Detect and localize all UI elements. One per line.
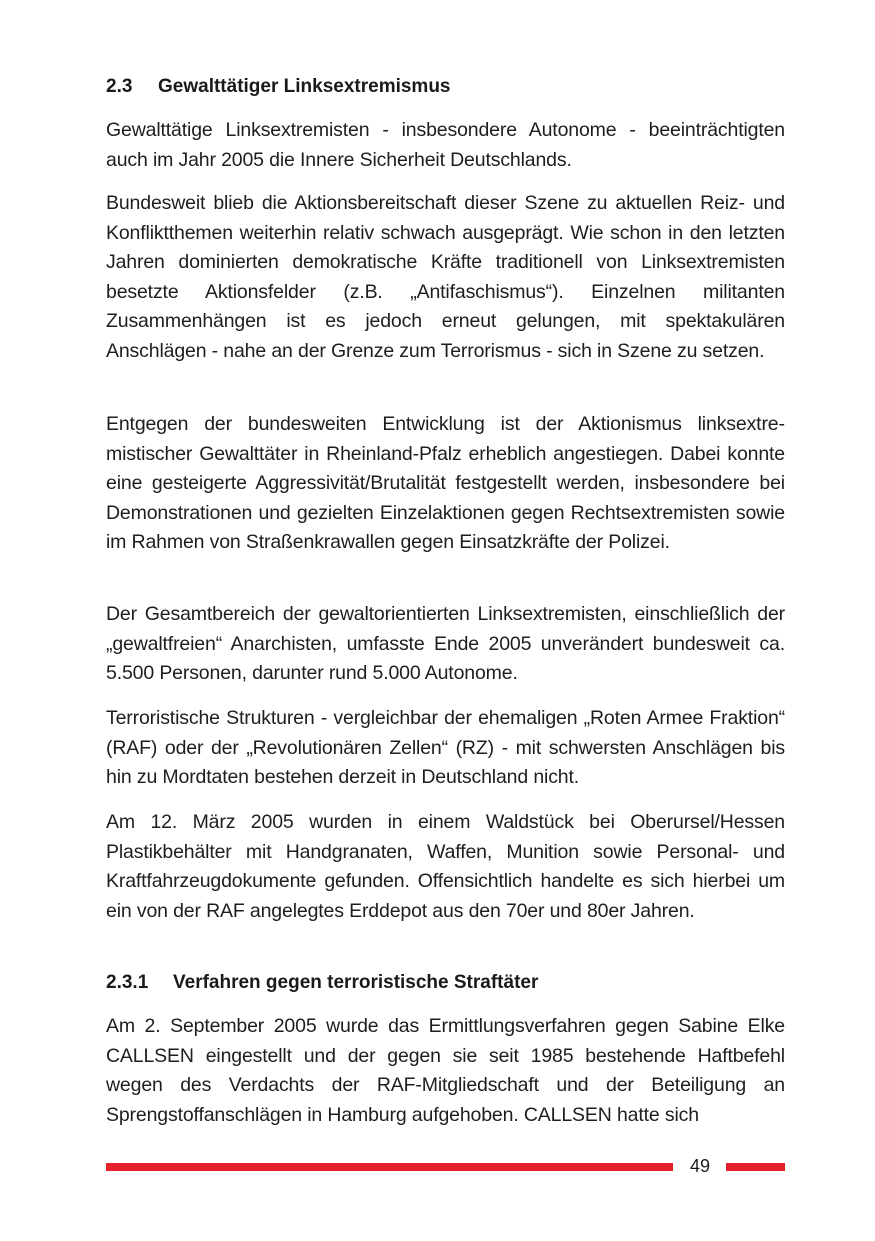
paragraph: Bundesweit blieb die Aktionsbereitschaft dieser Szene zu aktuellen Reiz- und Konfliktthemen weiterhin relativ schwach ausgeprägt. Wie schon in den letzten Jahren dominierten demokratische Kräfte traditionell von Linksextremisten besetzte Aktionsfelder (z.B. „Antifaschismus“). Einzelnen militanten Zusammenhängen ist es jedoch erneut gelungen, mit spektakulären Anschlägen - nahe an der Grenze zum Terrorismus - sich in Szene zu setzen.: [106, 192, 785, 362]
subsection-title: Verfahren gegen terroristische Straftäter: [173, 972, 539, 993]
footer-bar-right: [726, 1163, 785, 1171]
subsection-number: 2.3.1: [106, 972, 149, 993]
paragraph: Terroristische Strukturen - vergleichbar der ehemaligen „Roten Armee Fraktion“ (RAF) oder der „Revolutionären Zellen“ (RZ) - mit schwersten Anschlägen bis hin zu Mordtaten bestehen derzeit in Deutschland nicht.: [106, 707, 785, 789]
section-heading: [106, 72, 451, 101]
subsection-heading: [106, 968, 538, 997]
page-number: 49: [689, 1156, 711, 1176]
paragraph: Am 12. März 2005 wurden in einem Waldstück bei Oberursel/Hessen Plastikbehälter mit Handgranaten, Waffen, Munition sowie Personal- und Kraftfahrzeugdokumente gefunden. Offensichtlich handelte es sich hierbei um ein von der RAF angelegtes Erddepot aus den 70er und 80er Jahren.: [106, 811, 785, 922]
section-title: Gewalttätiger Linksextremismus: [158, 76, 451, 97]
footer-bar-left: [106, 1163, 673, 1171]
paragraph: Entgegen der bundesweiten Entwicklung ist der Aktionismus linksextremistischer Gewalttäter in Rheinland-Pfalz erheblich angestiegen. Dabei konnte eine gesteigerte Aggressivität/Brutalität festgestellt werden, insbesondere bei Demonstrationen und gezielten Einzelaktionen gegen Rechtsextremisten sowie im Rahmen von Straßenkrawallen gegen Einsatzkräfte der Polizei.: [106, 413, 785, 554]
paragraph: Der Gesamtbereich der gewaltorientierten Linksextremisten, einschließlich der „gewaltfreien“ Anarchisten, umfasste Ende 2005 unverändert bundesweit ca. 5.500 Personen, darunter rund 5.000 Autonome.: [106, 603, 785, 685]
paragraph: Am 2. September 2005 wurde das Ermittlungsverfahren gegen Sabine Elke CALLSEN eingestellt und der gegen sie seit 1985 bestehende Haftbefehl wegen des Verdachts der RAF-Mitgliedschaft und der Beteiligung an Sprengstoffanschlägen in Hamburg aufgehoben. CALLSEN hatte sich: [106, 1015, 785, 1126]
section-number: 2.3: [106, 76, 133, 97]
paragraph: Gewalttätige Linksextremisten - insbesondere Autonome - beeinträchtigten auch im Jahr 2005 die Innere Sicherheit Deutschlands.: [106, 119, 785, 171]
